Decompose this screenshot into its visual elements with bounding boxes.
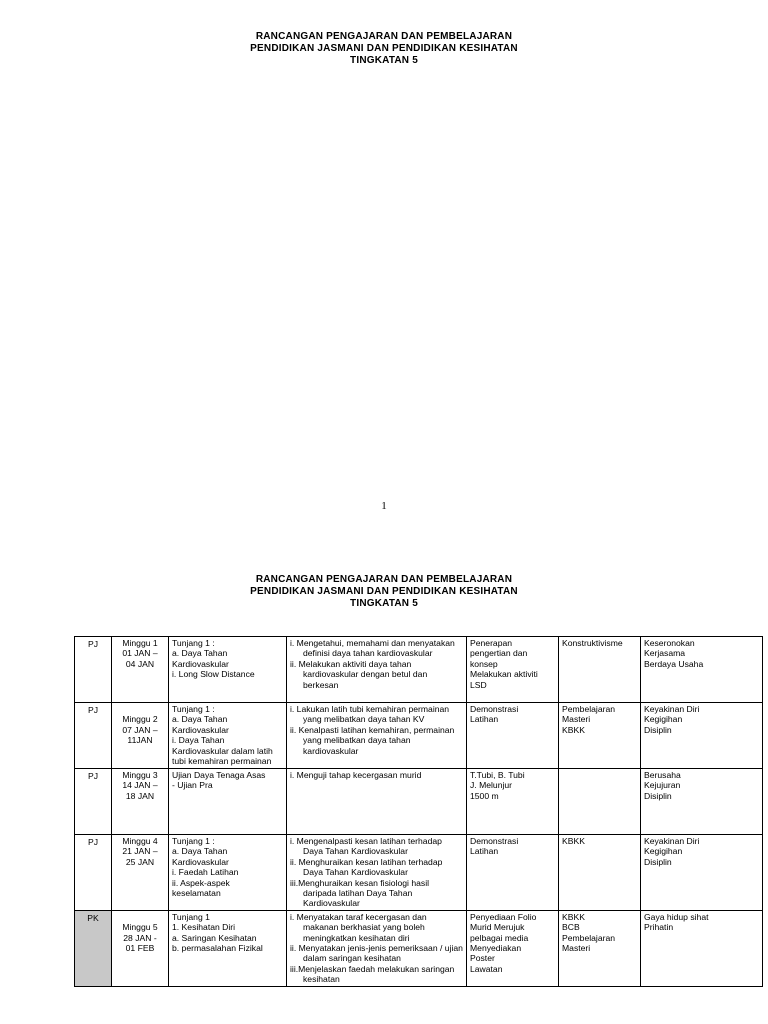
table-body [75,637,763,987]
cell-line: Gaya hidup sihat [644,911,709,922]
cell-line: Berdaya Usaha [644,658,704,669]
cell-line: Konstruktivisme [562,638,623,648]
activities-cell [467,769,559,835]
cell-line: 11JAN [127,735,153,746]
cell-line: iii.Menghuraikan kesan fisiologi hasil daripada latihan Daya Tahan Kardiovaskular [290,877,430,909]
header-line-2: PENDIDIKAN JASMANI DAN PENDIDIKAN KESIHATAN [250,43,518,54]
cell-line: pelbagai media [470,932,529,943]
cell-line: ii. Menyatakan jenis-jenis pemeriksaan / ujian dalam saringan kesihatan [290,943,463,964]
cell-line: 07 JAN – [122,724,158,735]
cell-line: Prihatin [644,922,674,933]
cell-line: Lawatan [470,963,503,974]
cell-line: Minggu 5 [122,922,158,933]
values-cell [641,910,763,986]
cell-line: tubi kemahiran permainan [172,756,272,767]
cell-line: Kegigihan [644,714,683,725]
objectives-cell [287,769,467,835]
cell-line: Tunjang 1 : [172,704,215,714]
cell-line: Minggu 3 [122,770,158,780]
cell-line: Demonstrasi [470,836,519,846]
cell-line: Tunjang 1 : [172,836,215,846]
cell-line: i. Daya Tahan [172,735,225,746]
topic-cell [169,835,287,911]
subject-code-cell [75,769,112,835]
approach-cell [559,637,641,703]
subject-code-cell [75,637,112,703]
cell-line: keselamatan [172,888,221,899]
activities-cell [467,637,559,703]
cell-line: Minggu 2 [122,714,158,725]
cell-line: ii. Kenalpasti latihan kemahiran, permainan yang melibatkan daya tahan kardiovaskular [290,724,455,756]
cell-line: 1. Kesihatan Diri [172,922,236,933]
page-number: 1 [381,500,387,512]
week-cell [112,835,169,911]
cell-line: Kejujuran [644,780,681,791]
cell-line: 04 JAN [125,658,155,669]
objectives-cell [287,637,467,703]
cell-line: 18 JAN [125,790,155,801]
cell-line: Keseronokan [644,638,695,648]
cell-line: Poster [470,953,495,964]
cell-line: pengertian dan [470,648,528,659]
cell-line: ii. Aspek-aspek [172,877,230,888]
week-cell [112,637,169,703]
cell-line: Kardiovaskular [172,724,229,735]
cell-line: Penerapan [470,638,513,648]
objectives-cell [287,703,467,769]
cell-line: i. Menguji tahap kecergasan murid [290,770,422,780]
topic-cell [169,637,287,703]
cell-line: a. Saringan Kesihatan [172,932,257,943]
cell-line: 01 FEB [125,943,155,954]
subject-code-cell [75,703,112,769]
cell-text: PJ [87,705,99,715]
cell-line: konsep [470,658,498,669]
cell-text: PK [87,912,99,923]
document-header-page-2 [0,574,768,610]
week-cell [112,703,169,769]
cell-line: Disiplin [644,790,672,801]
cell-text: PJ [87,639,99,649]
cell-text: PJ [87,771,99,781]
week-cell [112,910,169,986]
activities-cell [467,835,559,911]
cell-line: Disiplin [644,856,672,867]
cell-line: iii.Menjelaskan faedah melakukan saringan kesihatan [290,963,455,985]
cell-line: Pembelajaran [562,704,616,714]
cell-line: Berusaha [644,770,681,780]
cell-line: Kardiovaskular [172,658,229,669]
cell-line: BCB [562,922,580,933]
cell-text: PJ [87,837,99,847]
document-header-page-1 [0,31,768,67]
cell-line: Kardiovaskular dalam latih [172,745,273,756]
cell-line [115,912,165,922]
header-line-1: RANCANGAN PENGAJARAN DAN PEMBELAJARAN [255,574,513,585]
topic-cell [169,703,287,769]
cell-line: KBKK [562,836,585,846]
values-cell [641,835,763,911]
cell-line: i. Menyatakan taraf kecergasan dan makanan berkhasiat yang boleh meningkatkan kesihatan diri [290,911,427,943]
objectives-cell [287,910,467,986]
cell-line: T.Tubi, B. Tubi [470,770,525,780]
cell-line: i. Mengenalpasti kesan latihan terhadap Daya Tahan Kardiovaskular [290,836,442,857]
subject-code-cell [75,835,112,911]
cell-line: Keyakinan Diri [644,836,700,846]
cell-line: i. Faedah Latihan [172,867,239,878]
approach-cell [559,769,641,835]
approach-cell [559,910,641,986]
cell-line: Keyakinan Diri [644,704,700,714]
cell-line: Minggu 1 [122,638,158,648]
header-line-3: TINGKATAN 5 [350,55,418,66]
cell-line: Latihan [470,846,499,857]
cell-line: Tunjang 1 [172,911,210,922]
table-row [75,703,763,769]
cell-line: a. Daya Tahan [172,648,228,659]
table-row [75,835,763,911]
approach-cell [559,835,641,911]
subject-code-cell [75,910,112,986]
activities-cell [467,703,559,769]
cell-line: 1500 m [470,790,499,801]
cell-line: i. Long Slow Distance [172,669,255,680]
lesson-plan-table [74,636,763,987]
cell-line: KBKK [562,911,585,922]
cell-line: a. Daya Tahan [172,846,228,857]
cell-line: - Ujian Pra [172,780,213,791]
cell-line: Tunjang 1 : [172,638,215,648]
cell-line: Murid Merujuk [470,922,525,933]
cell-line: b. permasalahan Fizikal [172,943,263,954]
cell-line: Disiplin [644,724,672,735]
cell-line: a. Daya Tahan [172,714,228,725]
objectives-cell [287,835,467,911]
table-row [75,637,763,703]
cell-line: Kerjasama [644,648,686,659]
header-line-3: TINGKATAN 5 [350,598,418,609]
activities-cell [467,910,559,986]
cell-line: Kardiovaskular [172,856,229,867]
cell-line: Menyediakan [470,943,522,954]
table-row [75,769,763,835]
week-cell [112,769,169,835]
cell-line: J. Melunjur [470,780,513,791]
header-line-2: PENDIDIKAN JASMANI DAN PENDIDIKAN KESIHATAN [250,586,518,597]
cell-line: Masteri [562,943,591,954]
topic-cell [169,910,287,986]
cell-line: Penyediaan Folio [470,911,537,922]
cell-line: 25 JAN [125,856,155,867]
header-line-1: RANCANGAN PENGAJARAN DAN PEMBELAJARAN [255,31,513,42]
cell-line: 14 JAN – [122,780,158,791]
cell-line: KBKK [562,724,585,735]
cell-line: Masteri [562,714,591,725]
cell-line: 28 JAN - [123,932,157,943]
cell-line: Latihan [470,714,499,725]
cell-line: Kegigihan [644,846,683,857]
cell-line: ii. Melakukan aktiviti daya tahan kardiovaskular dengan betul dan berkesan [290,658,428,690]
cell-line: i. Lakukan latih tubi kemahiran permainan yang melibatkan daya tahan KV [290,704,450,725]
cell-line: LSD [470,679,487,690]
values-cell [641,637,763,703]
cell-line: i. Mengetahui, memahami dan menyatakan definisi daya tahan kardiovaskular [290,638,455,659]
cell-line: Pembelajaran [562,932,616,943]
cell-line: 01 JAN – [122,648,158,659]
approach-cell [559,703,641,769]
cell-line: Minggu 4 [122,836,158,846]
cell-line [115,704,165,714]
cell-line: Melakukan aktiviti [470,669,538,680]
cell-line: Ujian Daya Tenaga Asas [172,770,266,780]
cell-line: ii. Menghuraikan kesan latihan terhadap Daya Tahan Kardiovaskular [290,856,443,878]
cell-line: Demonstrasi [470,704,519,714]
cell-line: 21 JAN – [122,846,158,857]
table-row [75,910,763,986]
topic-cell [169,769,287,835]
values-cell [641,769,763,835]
values-cell [641,703,763,769]
